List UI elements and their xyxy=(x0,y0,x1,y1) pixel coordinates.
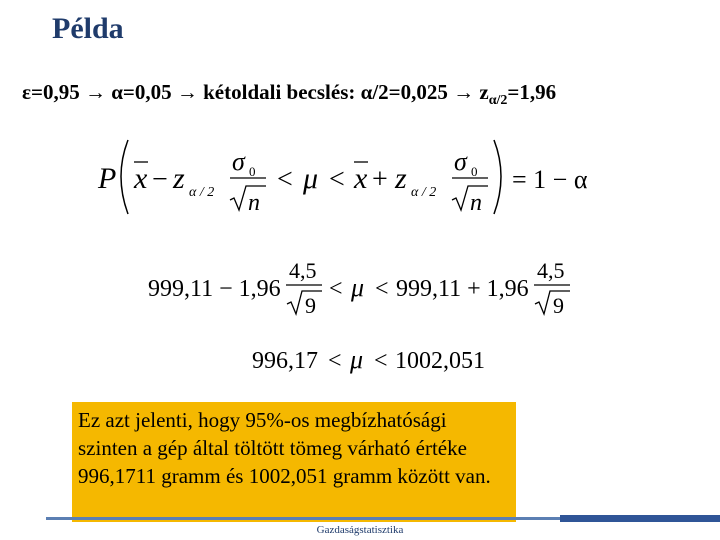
formula1-lt1: < xyxy=(277,164,293,195)
formula3-lt2: < xyxy=(374,348,388,374)
formula1-sigmasub2: 0 xyxy=(471,164,478,179)
formula3-left: 996,17 xyxy=(252,348,318,374)
formula1-plus: + xyxy=(372,164,388,195)
formula1-x2: x xyxy=(354,162,368,195)
formula3-right: 1002,051 xyxy=(395,348,485,374)
formula2-num2: 4,5 xyxy=(537,258,565,283)
formula2-den1: 9 xyxy=(305,293,316,318)
subtitle-part1: ε=0,95 → α=0,05 → kétoldali becslés: α/2=0,025 → z xyxy=(22,80,489,104)
subtitle-subscript: α/2 xyxy=(488,93,508,109)
formula1-sigma: σ xyxy=(232,147,245,176)
formula-substitution xyxy=(148,258,570,318)
footer-accent-bar xyxy=(560,515,720,522)
formula1-n: n xyxy=(248,190,260,216)
formula1-minus: − xyxy=(152,164,168,195)
subtitle-part2: =1,96 xyxy=(507,80,557,104)
formula2-lt1: < xyxy=(329,276,343,302)
formula1-rhs: = 1 − α xyxy=(512,165,588,194)
formula2-left: 999,11 − 1,96 xyxy=(148,276,281,302)
right-paren xyxy=(494,140,501,214)
formula1-n2: n xyxy=(470,190,482,216)
formula1-sigmasub: 0 xyxy=(249,164,256,179)
left-paren xyxy=(121,140,128,214)
formula2-lt2: < xyxy=(375,276,389,302)
formula1-zsub2: α / 2 xyxy=(411,185,437,200)
formula3-lt1: < xyxy=(328,348,342,374)
formula1-z: z xyxy=(173,162,185,195)
formula1-mu: μ xyxy=(303,162,319,195)
footer-text: Gazdaságstatisztika xyxy=(316,524,404,536)
formula2-num1: 4,5 xyxy=(289,258,317,283)
formula1-p: P xyxy=(98,162,117,195)
formula2-den2: 9 xyxy=(553,293,564,318)
formula1-x: x xyxy=(134,162,148,195)
formula2-mu: μ xyxy=(351,273,365,302)
formula3-mu: μ xyxy=(350,345,364,374)
interpretation-note: Ez azt jelenti, hogy 95%-os megbízhatósági szinten a gép által töltött tömeg várható értéke 996,1711 gramm és 1002,051 gramm között van. xyxy=(72,402,516,522)
formula2-right: 999,11 + 1,96 xyxy=(396,276,529,302)
formula-result xyxy=(252,345,485,374)
formula1-lt2: < xyxy=(329,164,345,195)
footer-divider xyxy=(46,517,676,520)
slide-title: Példa xyxy=(52,12,124,45)
formula-probability xyxy=(97,140,588,216)
formula1-z2: z xyxy=(395,162,407,195)
formula1-zsub: α / 2 xyxy=(189,185,215,200)
formula1-sigma2: σ xyxy=(454,147,467,176)
